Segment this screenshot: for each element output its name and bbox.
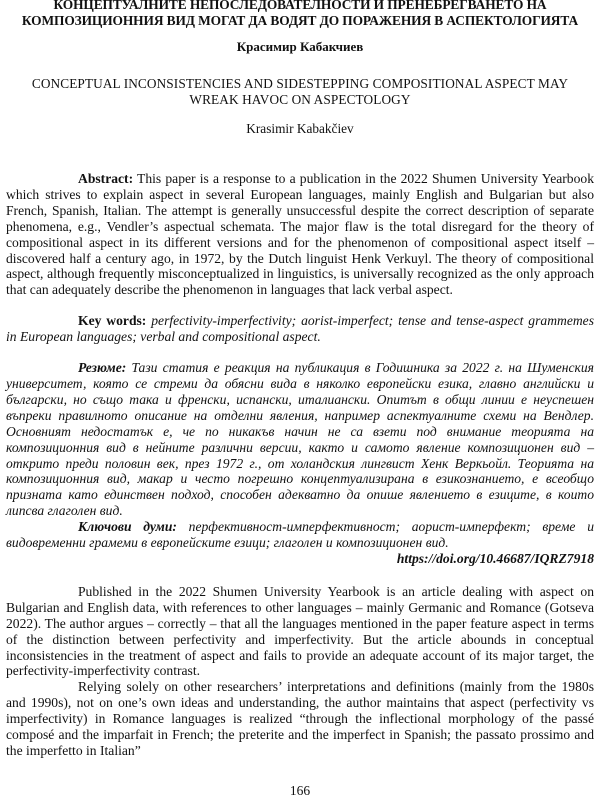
doi-link[interactable]: https://doi.org/10.46687/IQRZ7918 bbox=[396, 550, 594, 566]
klyuchovi-label: Ключови думи: bbox=[78, 519, 177, 535]
keywords bbox=[6, 313, 594, 345]
abstract bbox=[6, 171, 594, 298]
rezyume-text: Тази статия е реакция на публикация в Годишника за 2022 г. на Шуменския университет, която се стреми да обясни вида в няколко европейски езика, главно английски и български, но също така и френски, испански, италиански. Опитът в общи линии е неуспешен въпреки правилното описание на отделни явления, например аспектуалните схеми на Вендлер. Основният недостатък е, че по никакъв начин не са взети под внимание теорията на композиционния вид в нейните различни версии, както и самото явление композиционен вид – открито преди половин век, през 1972 г., от холандския лингвист Хенк Веркьойл. Теорията на композиционния вид, макар и често погрешно концептуализирана в езикознанието, е всеобщо призната като единствен подход, способен адекватно да опише явлението в езиците, в които липсва глаголен вид. bbox=[6, 360, 594, 519]
page-number: 166 bbox=[289, 783, 311, 798]
abstract-text: This paper is a response to a publication in the 2022 Shumen University Yearbook which strives to explain aspect in several European languages, mainly English and Bulgarian but also French, Spanish, Italian. The attempt is generally unsuccessful despite the correct description of separate phenomena, e.g., Vendler’s aspectual schemata. The major flaw is the total disregard for the theory of compositional aspect in its different versions and for the phenomenon of compositional aspect itself – discovered half a century ago, in 1972, by the Dutch linguist Henk Verkuyl. The theory of compositional aspect, although frequently misconceptualized in linguistics, is universally recognized as the only approach that can adequately describe the phenomenon in languages that lack verbal aspect. bbox=[6, 171, 594, 298]
keywords-text: perfectivity-imperfectivity; aorist-imperfect; tense and tense-aspect grammemes in European languages; verbal and compositional aspect. bbox=[6, 313, 595, 345]
abstract-label: Abstract: bbox=[78, 171, 134, 186]
klyuchovi-text: перфективност-имперфективност; аорист-имперфект; време и видовременни грамеми в европейските езици; глаголен и композиционен вид. bbox=[6, 519, 594, 551]
keywords-bulgarian bbox=[6, 519, 594, 551]
body-paragraph-2: Relying solely on other researchers’ interpretations and definitions (mainly from the 1980s and 1990s), not on one’s own ideas and understanding, the author maintains that aspect (perfectivity vs imperfectivity) in Romance languages is realized “through the inflectional morphology of the passé composé and the imparfait in French; the preterite and the imperfect in Spanish; the passato prossimo and the imperfetto in Italian” bbox=[6, 679, 594, 758]
keywords-label: Key words: bbox=[78, 313, 147, 329]
abstract-bulgarian bbox=[6, 360, 594, 519]
paper-page bbox=[6, 0, 594, 759]
author-bulgarian: Красимир Кабакчиев bbox=[236, 39, 364, 54]
title-english: CONCEPTUAL INCONSISTENCIES AND SIDESTEPPING COMPOSITIONAL ASPECT MAY WREAK HAVOC ON ASPECTOLOGY bbox=[31, 76, 569, 107]
body-paragraph-1: Published in the 2022 Shumen University Yearbook is an article dealing with aspect on Bulgarian and English data, with references to other languages – mainly Germanic and Romance (Gotseva 2022). The author argues – correctly – that all the languages mentioned in the paper feature aspect in terms of the distinction between perfectivity and imperfectivity. But the article abounds in conceptual inconsistencies in the treatment of aspect and fails to provide an adequate account of its major target, the perfectivity-imperfectivity contrast. bbox=[6, 583, 594, 679]
author-english: Krasimir Kabakčiev bbox=[246, 121, 354, 136]
title-bulgarian: КОНЦЕПТУАЛНИТЕ НЕПОСЛЕДОВАТЕЛНОСТИ И ПРЕНЕБРЕГВАНЕТО НА КОМПОЗИЦИОННИЯ ВИД МОГАТ ДА ВОДЯТ ДО ПОРАЖЕНИЯ В АСПЕКТОЛОГИЯТА bbox=[21, 0, 579, 28]
rezyume-label: Резюме: bbox=[78, 360, 127, 376]
